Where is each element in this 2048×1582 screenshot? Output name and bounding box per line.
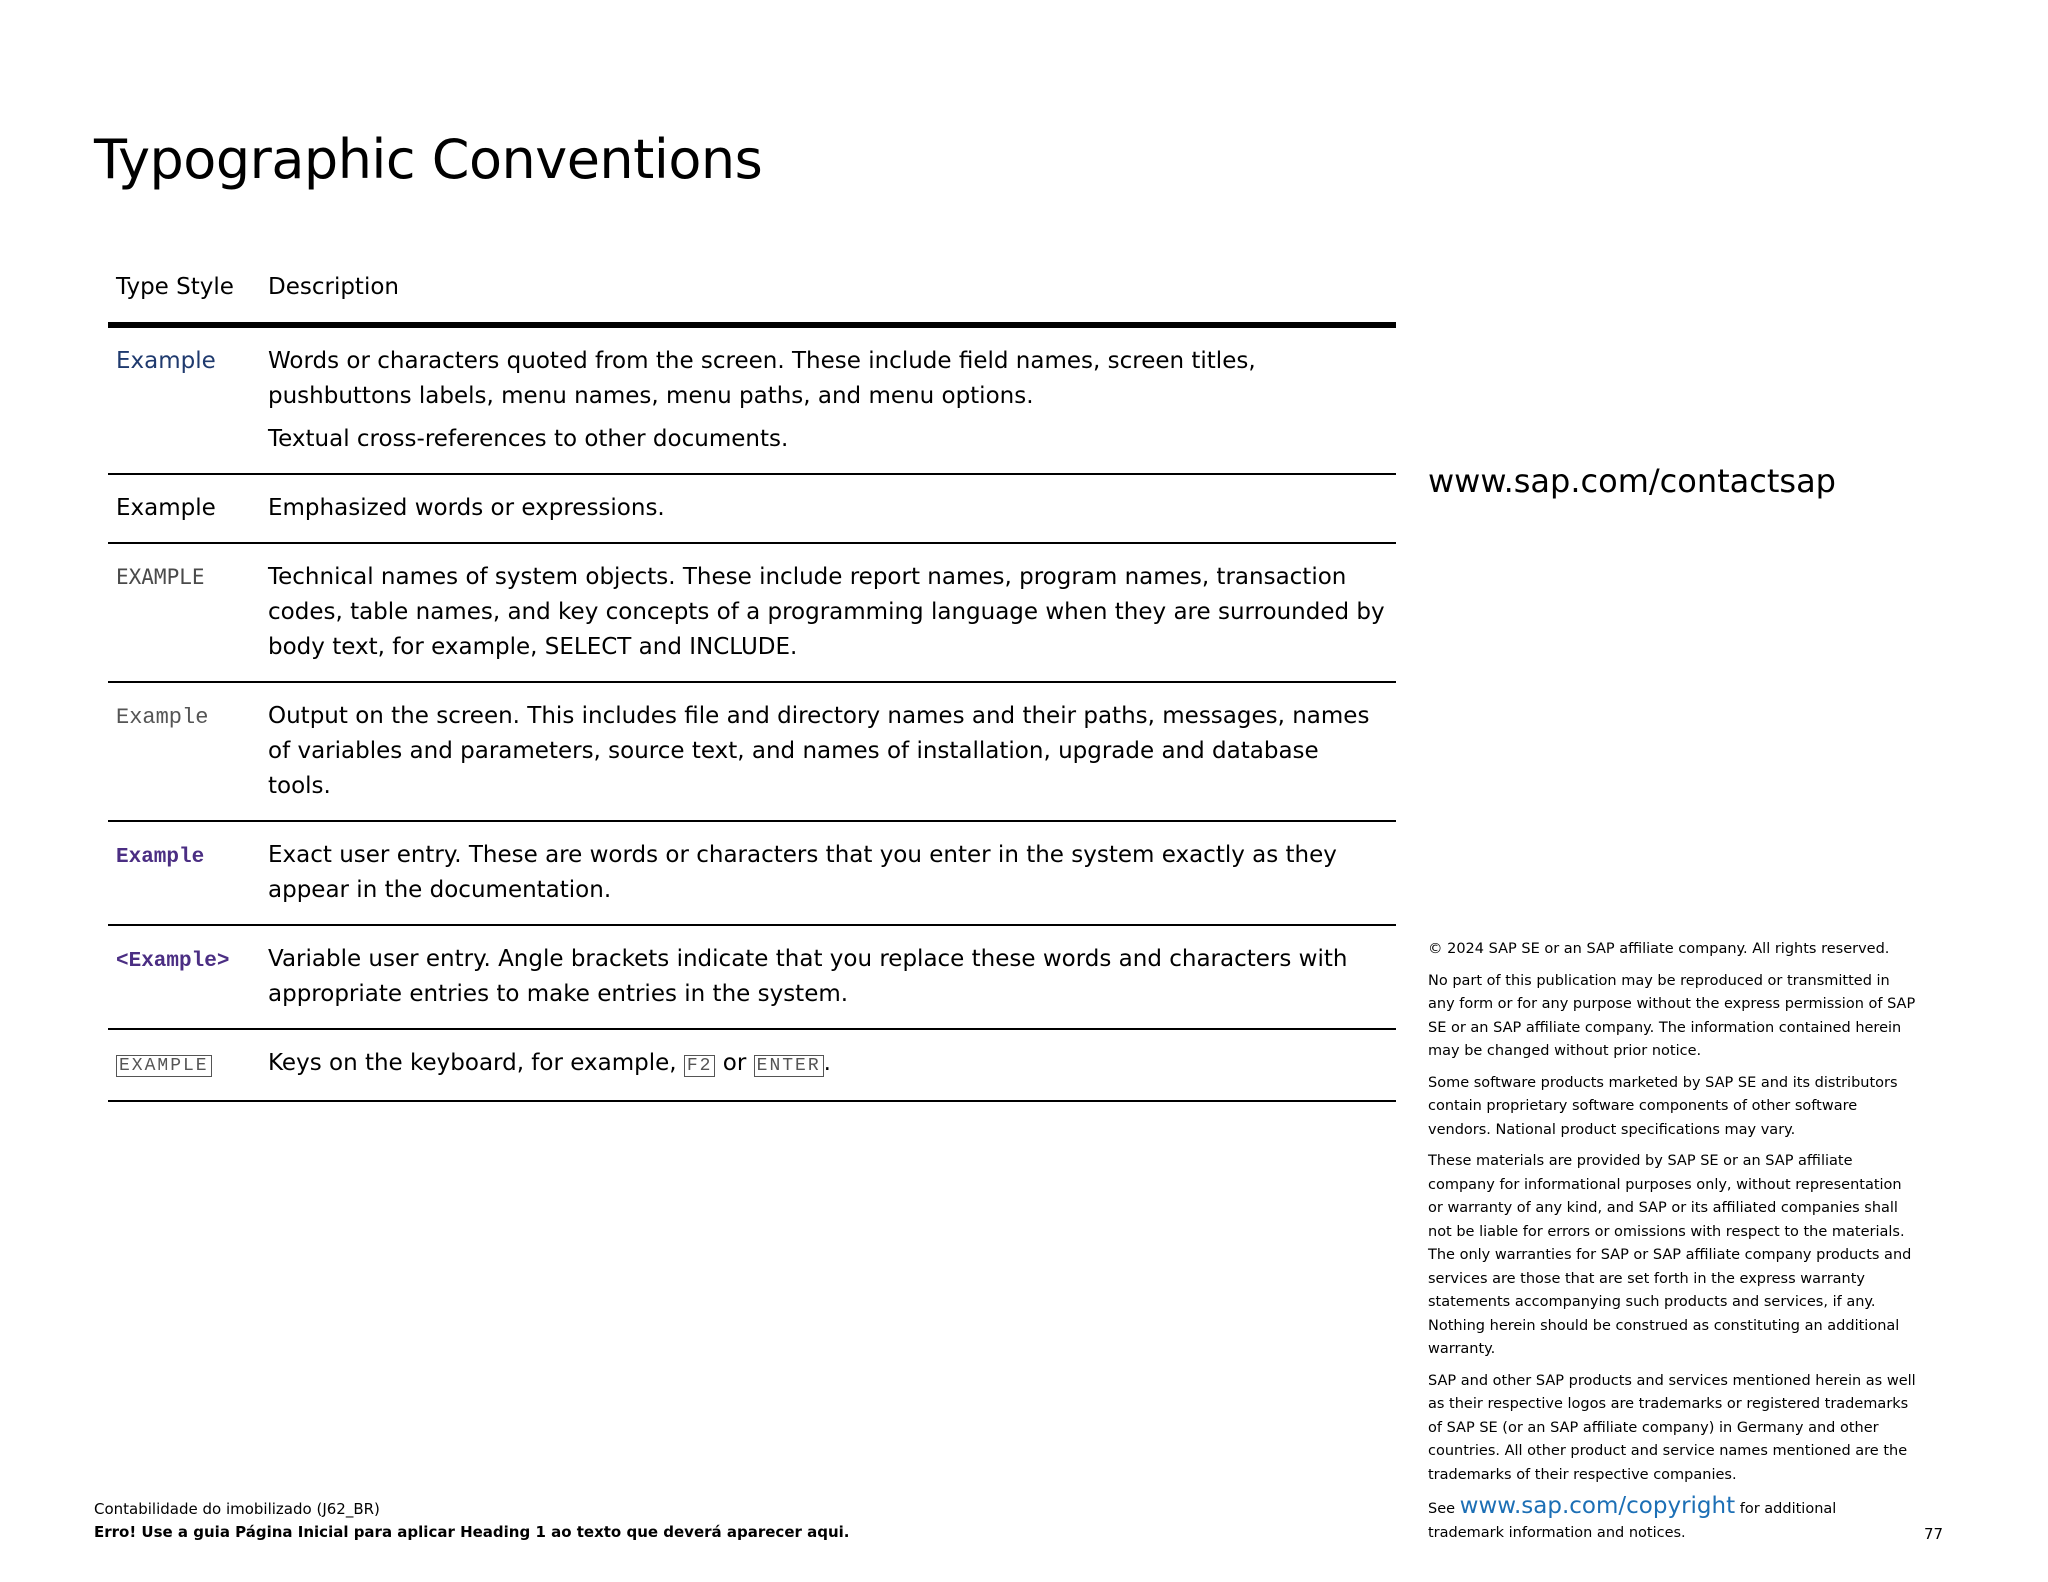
key-enter: ENTER [754,1055,824,1077]
table-header-row [108,272,1396,325]
description-text: Variable user entry. Angle brackets indicate that you replace these words and characters with appropriate entries to make entries in the system. [268,946,1348,1007]
page-title: Typographic Conventions [94,128,763,191]
table-row [108,821,1396,925]
key-f2: F2 [684,1055,716,1077]
table-row [108,682,1396,821]
description-text: Exact user entry. These are words or characters that you enter in the system exactly as they appear in the documentation. [268,842,1337,903]
header-description: Description [260,272,1396,325]
description-connector: or [722,1050,747,1076]
description-prefix: Keys on the keyboard, for example, [268,1050,677,1076]
description-text: Output on the screen. This includes file and directory names and their paths, messages, names of variables and parameters, source text, and names of installation, upgrade and database tools. [268,703,1370,799]
contact-sap-link[interactable]: www.sap.com/contactsap [1428,462,1836,500]
type-style-cell [108,325,260,474]
page-number: 77 [1924,1525,1944,1543]
legal-warranty: These materials are provided by SAP SE or an SAP affiliate company for informational purposes only, without representation or warranty of any kind, and SAP or its affiliated companies shall not be liable for errors or omissions with respect to the materials. The only warranties for SAP or SAP affiliate company products and services are those that are set forth in the express warranty statements accompanying such products and services, if any. Nothing herein should be construed as constituting an additional warranty. [1428,1153,1912,1357]
see-suffix: for additional trademark information and notices. [1428,1501,1837,1541]
style-sample-variable-entry: <Example> [116,950,230,973]
style-sample-keyboard-key: EXAMPLE [116,1055,212,1077]
type-style-cell [108,821,260,925]
style-sample-screen-text[interactable]: Example [116,348,216,374]
table-row [108,474,1396,543]
copyright-link[interactable]: www.sap.com/copyright [1459,1493,1736,1519]
description-cell [260,925,1396,1029]
table-row [108,325,1396,474]
legal-see-copyright [1428,1495,1916,1545]
table-row [108,1029,1396,1101]
style-sample-technical-name: EXAMPLE [116,565,205,589]
footer-error-text: Erro! Use a guia Página Inicial para aplicar Heading 1 ao texto que deverá aparecer aqui. [94,1523,850,1541]
description-cell [260,682,1396,821]
type-style-cell [108,1029,260,1101]
description-cell [260,1029,1396,1101]
conventions-table [108,272,1396,1102]
legal-copyright: © 2024 SAP SE or an SAP affiliate company. All rights reserved. [1428,941,1890,957]
legal-components: Some software products marketed by SAP SE and its distributors contain proprietary software components of other software vendors. National product specifications may vary. [1428,1074,1898,1138]
style-sample-user-entry: Example [116,846,205,869]
description-suffix: . [823,1050,831,1076]
type-style-cell [108,474,260,543]
legal-notice [1428,938,1916,1553]
description-cell [260,543,1396,682]
description-text: Emphasized words or expressions. [268,495,665,521]
description-text: Words or characters quoted from the screen. These include field names, screen titles, pushbuttons labels, menu names, menu paths, and menu options. [268,348,1256,409]
description-text: Textual cross-references to other documents. [268,426,789,452]
footer-product-name: Contabilidade do imobilizado (J62_BR) [94,1500,380,1518]
table-row [108,543,1396,682]
description-cell [260,821,1396,925]
description-text [268,1046,1388,1084]
type-style-cell [108,543,260,682]
style-sample-screen-output: Example [116,705,209,730]
type-style-cell [108,682,260,821]
legal-trademarks: SAP and other SAP products and services mentioned herein as well as their respective logos are trademarks or registered trademarks of SAP SE (or an SAP affiliate company) in Germany and other countries. All other product and service names mentioned are the trademarks of their respective companies. [1428,1372,1916,1483]
style-sample-emphasis: Example [116,495,216,521]
description-text: Technical names of system objects. These include report names, program names, transaction codes, table names, and key concepts of a programming language when they are surrounded by body text, for example, SELECT and INCLUDE. [268,564,1385,660]
description-cell [260,474,1396,543]
header-type-style: Type Style [108,272,260,325]
type-style-cell [108,925,260,1029]
see-prefix: See [1428,1501,1456,1517]
legal-reproduction: No part of this publication may be reproduced or transmitted in any form or for any purpose without the express permission of SAP SE or an SAP affiliate company. The information contained herein may be changed without prior notice. [1428,972,1916,1059]
table-row [108,925,1396,1029]
description-cell [260,325,1396,474]
